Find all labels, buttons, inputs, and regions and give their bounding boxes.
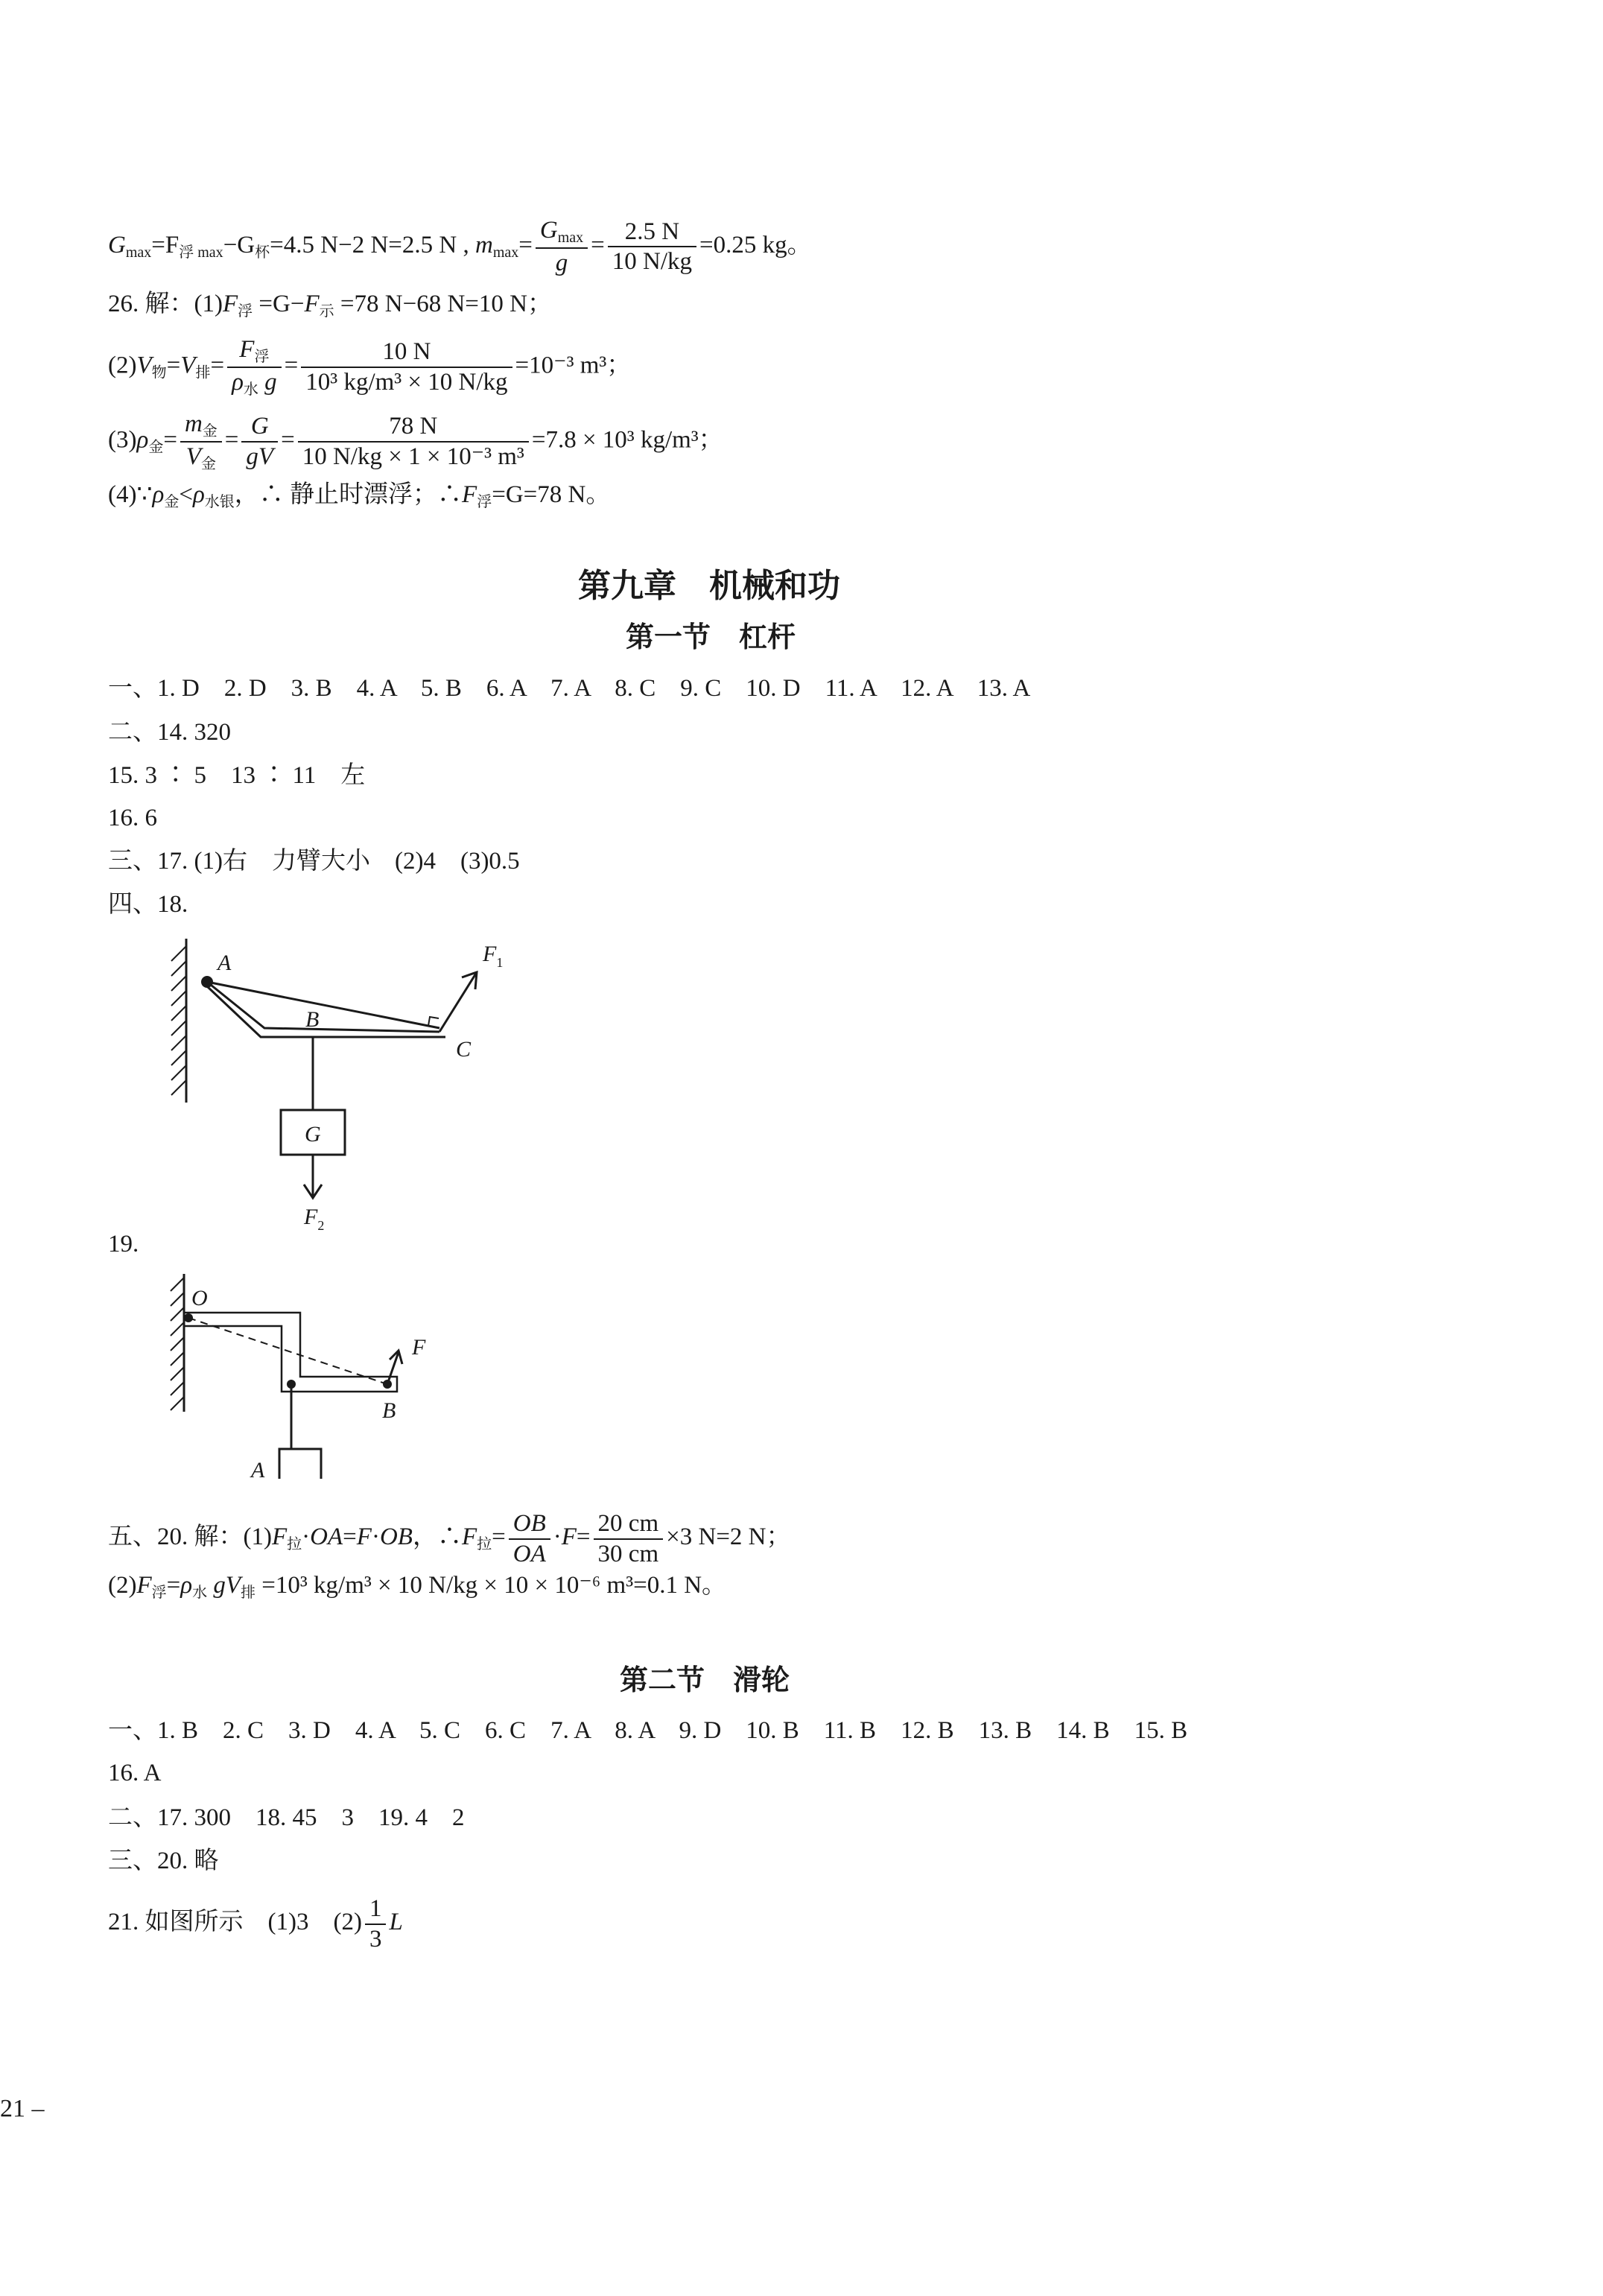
section2-line1: 一、1. B 2. C 3. D 4. A 5. C 6. C 7. A 8. A 9. D 10. B 11. B 12. B 13. B 14. B 15. B xyxy=(108,1717,1188,1744)
label-o: O xyxy=(191,1286,208,1310)
q26-line4: $(4)\because\rho_金<\rho_{水银}$，∴ 静止时漂浮；$\therefore F_浮=G=78$ N。 xyxy=(108,481,611,510)
section1-line6: 四、18. xyxy=(108,891,188,918)
point-b-dot xyxy=(383,1380,392,1389)
label-b: B xyxy=(382,1398,396,1423)
formula-gmax-line: $G_{max}=F_{浮 max}-G_杯=4.5$ N−2 N=2.5 N , $m_{max}=$ $\frac{G_{max}}{g}$ = $\frac{2.5 N}{10 N/kg}$ =0.25 kg。 xyxy=(108,217,812,276)
label-f2: $F_2$ xyxy=(304,1205,325,1233)
label-c: C xyxy=(456,1037,472,1062)
section2-line2: 16. A xyxy=(108,1760,162,1786)
section1-line2: 二、14. 320 xyxy=(108,719,231,746)
wall-hatching xyxy=(171,1278,184,1410)
point-string-dot xyxy=(287,1380,296,1389)
section1-line3: 15. 3 ∶ 5 13 ∶ 11 左 xyxy=(108,762,366,789)
fraction-f-rho-g: $\frac{F_浮}{\rho_水 g}$ xyxy=(227,337,282,398)
fraction-2p5-10: $\frac{2.5 N}{10 N/kg}$ xyxy=(608,219,696,275)
section1-q20-line1: 五、20. 解：$(1)F_拉\cdot OA=F\cdot OB$，$\therefore F_拉=$ $\frac{OB}{OA}$ ·F= $\frac{20 cm}{30 cm}$ ×3 N=2 N； xyxy=(108,1510,791,1567)
q26-line1: 26. 解：$(1)F_浮 =G-F_示 =78$ N−68 N=10 N； xyxy=(108,291,552,320)
moment-arm-line xyxy=(207,982,439,1028)
pivot-a-dot xyxy=(201,976,213,988)
label-b: B xyxy=(305,1007,320,1032)
block-a xyxy=(279,1449,321,1479)
label-f1: $F_1$ xyxy=(483,942,504,970)
fraction-10n: $\frac{10 N}{\text{10³ kg/m³ × 10 N/kg}}$ xyxy=(301,339,512,395)
label-a: A xyxy=(251,1458,265,1479)
diagram-18-lever xyxy=(164,931,551,1244)
section1-q20-line2: $(2)F_浮=\rho_水$ $gV_排 =10^3$ kg/m³ × 10 N/kg × 10 × 10⁻⁶ m³=0.1 N。 xyxy=(108,1572,727,1601)
diagram-19-lever xyxy=(160,1270,473,1479)
fraction-78n: $\frac{78 N}{\text{10 N/kg × 1 × 10⁻³ m³}}$ xyxy=(298,413,529,469)
label-a: A xyxy=(218,951,232,975)
fraction-20cm-30cm: $\frac{20 cm}{30 cm}$ xyxy=(594,1511,664,1567)
section1-line5: 三、17. (1)右 力臂大小 (2)4 (3)0.5 xyxy=(108,848,520,875)
section1-line4: 16. 6 xyxy=(108,805,157,831)
label-g: G xyxy=(305,1122,321,1147)
fraction-ob-oa: $\frac{OB}{OA}$ xyxy=(509,1511,550,1567)
fraction-g-gv: $\frac{G}{gV}$ xyxy=(241,413,278,469)
wall-hatching xyxy=(171,946,186,1095)
fraction-one-third: $\frac{1}{3}$ xyxy=(365,1896,387,1952)
fraction-gmax-g: $\frac{G_{max}}{g}$ xyxy=(536,218,588,276)
q26-line2: $(2)V_物=V_排=$ $\frac{F_浮}{\rho_水 g}$ = $\frac{10 N}{\text{10³ kg/m³ × 10 N/kg}}$ =10⁻³ m³； xyxy=(108,336,632,398)
section1-title: 第一节 杠杆 xyxy=(626,622,796,653)
right-angle-mark xyxy=(428,1017,439,1026)
section1-line7: 19. xyxy=(108,1231,139,1258)
pivot-o-dot xyxy=(184,1313,193,1322)
page-number: 21 – xyxy=(0,2095,45,2122)
dashed-line-ob xyxy=(188,1318,387,1384)
section2-title: 第二节 滑轮 xyxy=(620,1665,790,1696)
force-f1-line xyxy=(439,972,477,1032)
q26-line3: $(3)\rho_金=$ $\frac{m_金}{V_金}$ = $\frac{G}{gV}$ = $\frac{78 N}{\text{10 N/kg × 1 × 10⁻³ m³}}$ =7.8 × 10³ kg/m³； xyxy=(108,410,723,472)
section2-line3: 二、17. 300 18. 45 3 19. 4 2 xyxy=(108,1804,465,1831)
label-f: F xyxy=(412,1335,426,1360)
chapter-title: 第九章 机械和功 xyxy=(578,568,840,604)
section2-line4: 三、20. 略 xyxy=(108,1848,219,1874)
section2-line5: 21. 如图所示 (1)3 (2) $\frac{1}{3}$ L xyxy=(108,1895,403,1953)
section1-line1: 一、1. D 2. D 3. B 4. A 5. B 6. A 7. A 8. C 9. C 10. D 11. A 12. A 13. A xyxy=(108,675,1031,702)
fraction-m-v: $\frac{m_金}{V_金}$ xyxy=(180,411,222,472)
